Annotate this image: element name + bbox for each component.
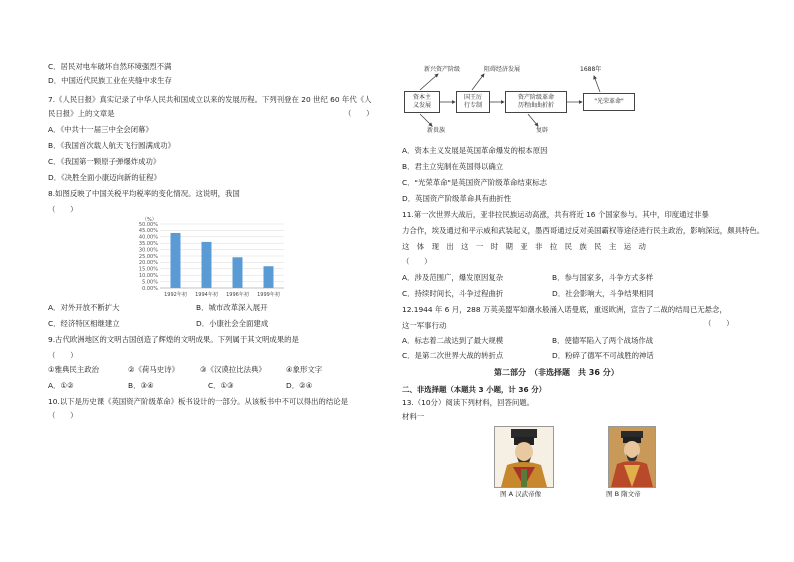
q7-option-c: C．《我国第一颗原子弹爆炸成功》 [48,157,161,166]
diagram-label-restoration: 复辟 [536,127,549,134]
q11-answer-paren: （ ） [402,257,432,266]
q7-stem-cont: 民日报》上的文章是 [48,109,115,118]
chart-y-tick-label: 25.00% [138,253,158,260]
q11-stem-cont: 力合作，埃及通过和平示威和武装起义，墨西哥通过反对美国霸权等途径进行民主政治，影响深远，颇具特色。 [402,226,765,235]
q10-answer-paren: （ ） [48,411,78,420]
chart-x-tick-label: 1992年初 [164,292,187,298]
chart-bar [233,257,243,288]
q10-option-d: D．英国资产阶级革命具有曲折性 [402,194,512,203]
chart-x-tick-label: 1996年初 [226,292,249,298]
chart-bar [171,233,181,288]
q7-option-a: A．《中共十一届三中全会闭幕》 [48,125,153,134]
q8-option-c: C．经济特区相继建立 [48,319,120,328]
section-two-heading: 二、非选择题（本题共 3 小题，计 36 分） [402,385,546,394]
q9-item-3: ③《汉谟拉比法典》 [200,365,266,374]
q8-answer-paren: （ ） [48,205,78,214]
diagram-box-autocracy-line1: 国王厉 [463,94,482,101]
q10-option-c: C．"光荣革命"是英国资产阶级革命结束标志 [402,178,547,187]
chart-bar [264,266,274,288]
q12-answer-paren: （ ） [704,319,734,328]
diagram-label-new-nobility: 新贵族 [427,127,446,134]
diagram-label-hinder-economy: 阻碍经济发展 [484,66,521,73]
q13-stem: 13.（10分）阅读下列材料，回答问题。 [402,398,535,407]
q7-option-d: D．《决胜全面小康迈向新的征程》 [48,173,161,182]
q12-stem-cont: 这一军事行动 [402,321,447,330]
chart-y-unit-label: （%） [142,217,157,223]
diagram-label-new-bourgeoisie: 新兴资产阶级 [424,66,461,73]
q11-option-b: B．参与国家多，斗争方式多样 [552,273,654,282]
q9-option-d: D．②④ [286,381,313,390]
diagram-box-revolution [505,91,567,113]
chart-y-tick-label: 20.00% [138,260,158,267]
q11-stem: 11.第一次世界大战后，亚非拉民族运动高涨，共有将近 16 个国家参与。其中，印度通过非暴 [402,210,709,219]
chart-y-tick-label: 35.00% [138,241,158,247]
chart-y-tick-label: 15.00% [138,266,158,273]
q12-option-a: A．标志着二战达到了最大规模 [402,336,504,345]
portrait-sui-wendi [608,426,656,488]
q10-stem: 10.以下是历史课《英国资产阶级革命》板书设计的一部分。从该板书中不可以得出的结论是 [48,397,348,406]
q8-option-b: B．城市改革深入展开 [196,303,268,312]
diagram-box-capitalism [404,91,440,113]
q11-option-a: A．涉及范围广，爆发原因复杂 [402,273,504,282]
q9-option-b: B．③④ [128,381,154,390]
q11-option-d: D．社会影响大，斗争结果相同 [552,289,654,298]
q11-stem-cont2: 这 体 现 出 这 一 时 期 亚 非 拉 民 族 民 主 运 动 [402,242,646,251]
portrait-sui-wendi-drawing [609,427,655,487]
tariff-bar-chart [118,214,288,302]
q8-option-a: A．对外开放不断扩大 [48,303,120,312]
q7-answer-paren: （ ） [344,109,374,118]
caption-figure-a: 图 A 汉武帝像 [500,490,542,498]
diagram-box-revolution-line1: 资产阶级革命 [517,94,554,101]
q8-stem: 8.如图反映了中国关税平均税率的变化情况。这说明，我国 [48,189,240,198]
q9-item-4: ④象形文字 [286,365,323,374]
chart-x-tick-label: 1994年初 [195,292,218,298]
q9-option-c: C．①③ [208,381,234,390]
diagram-label-1688: 1688年 [580,66,602,73]
material-one-label: 材料一 [402,412,425,421]
diagram-box-capitalism-line1: 资本主 [412,94,431,101]
diagram-box-glorious-revolution: "光荣革命" [583,93,635,111]
chart-y-tick-label: 5.00% [142,279,158,286]
caption-figure-b: 图 B 隋文帝 [606,490,641,498]
part-two-heading: 第二部分 （非选择题 共 36 分） [494,368,619,377]
chart-y-tick-label: 50.00% [138,221,158,228]
chart-x-tick-label: 1999年初 [257,292,280,298]
diagram-box-autocracy [456,91,490,113]
q7-option-b: B．《我国首次载人航天飞行圆满成功》 [48,141,176,150]
q9-item-2: ②《荷马史诗》 [128,365,179,374]
q10-option-b: B．君主立宪制在英国得以确立 [402,162,504,171]
q12-option-d: D．粉碎了德军不可战胜的神话 [552,351,654,360]
q9-stem: 9.古代欧洲地区的文明古国创造了辉煌的文明成果。下列属于其文明成果的是 [48,335,299,344]
q12-option-c: C．是第二次世界大战的转折点 [402,351,504,360]
q8-option-d: D．小康社会全面建成 [196,319,269,328]
diagram-box-autocracy-line2: 行专制 [463,102,482,109]
chart-bar [202,242,212,288]
q9-answer-paren: （ ） [48,351,78,360]
diagram-box-capitalism-line2: 义发展 [412,102,431,109]
chart-y-tick-label: 40.00% [138,234,158,241]
chart-y-tick-label: 45.00% [138,228,158,235]
q10-option-a: A．资本主义发展是英国革命爆发的根本原因 [402,146,548,155]
q12-option-b: B．使德军陷入了两个战场作战 [552,336,654,345]
option-c: C．居民对电车破坏自然环境强烈不满 [48,62,172,71]
portrait-han-wudi-drawing [495,427,553,487]
portrait-han-wudi [494,426,554,488]
diagram-box-revolution-line2: 历程曲曲折折 [517,102,554,109]
chart-y-tick-label: 30.00% [138,247,158,254]
option-d: D．中国近代民族工业在夹缝中求生存 [48,76,172,85]
q12-stem: 12.1944 年 6 月，288 万英美盟军如潮水般涌入诺曼底，重返欧洲，宣告了二战的结局已无悬念， [402,305,727,314]
chart-y-tick-label: 0.00% [142,285,158,292]
q9-item-1: ①雅典民主政治 [48,365,99,374]
q9-option-a: A．①② [48,381,74,390]
q7-stem: 7.《人民日报》真实记录了中华人民共和国成立以来的发展历程。下列刊登在 20 世纪 60 年代《人 [48,95,372,104]
chart-y-tick-label: 10.00% [138,273,158,279]
q11-option-c: C．持续时间长，斗争过程曲折 [402,289,504,298]
